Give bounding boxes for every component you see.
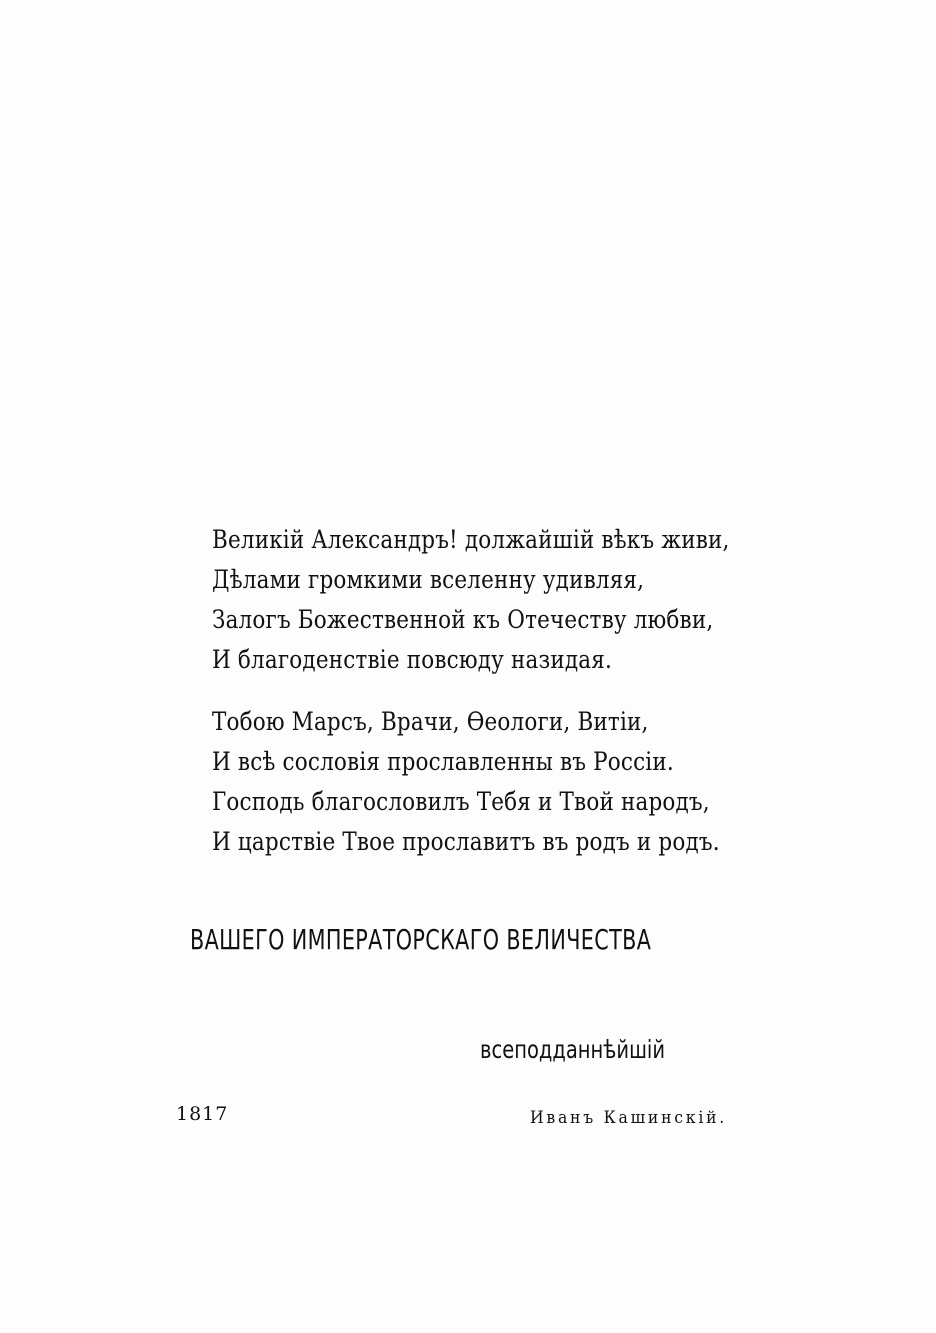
poem-line: И царствіе Твое прославитъ въ родъ и родъ.: [212, 827, 720, 856]
poem-stanza-2: [212, 702, 812, 862]
poem-line: Тобою Марсъ, Врачи, Ѳеологи, Витіи,: [212, 707, 649, 736]
author-signature: Иванъ Кашинскій.: [530, 1108, 728, 1128]
poem-line: Залогъ Божественной къ Отечеству любви,: [212, 605, 714, 634]
dedication-heading: ВАШЕГО ИМПЕРАТОРСКАГО ВЕЛИЧЕСТВА: [190, 923, 652, 956]
poem-line: И благоденствіе повсюду назидая.: [212, 645, 613, 674]
poem-line: Великій Александръ! должайшій вѣкъ живи,: [212, 525, 730, 554]
poem-stanza-1: [212, 520, 812, 680]
poem-line: Дѣлами громкими вселенну удивляя,: [212, 565, 645, 594]
publication-year: 1817: [176, 1103, 229, 1125]
dedication-subject: всеподданнѣйшій: [480, 1035, 666, 1064]
poem-line: Господь благословилъ Тебя и Твой народъ,: [212, 787, 710, 816]
poem-line: И всѣ сословія прославленны въ Россіи.: [212, 747, 674, 776]
